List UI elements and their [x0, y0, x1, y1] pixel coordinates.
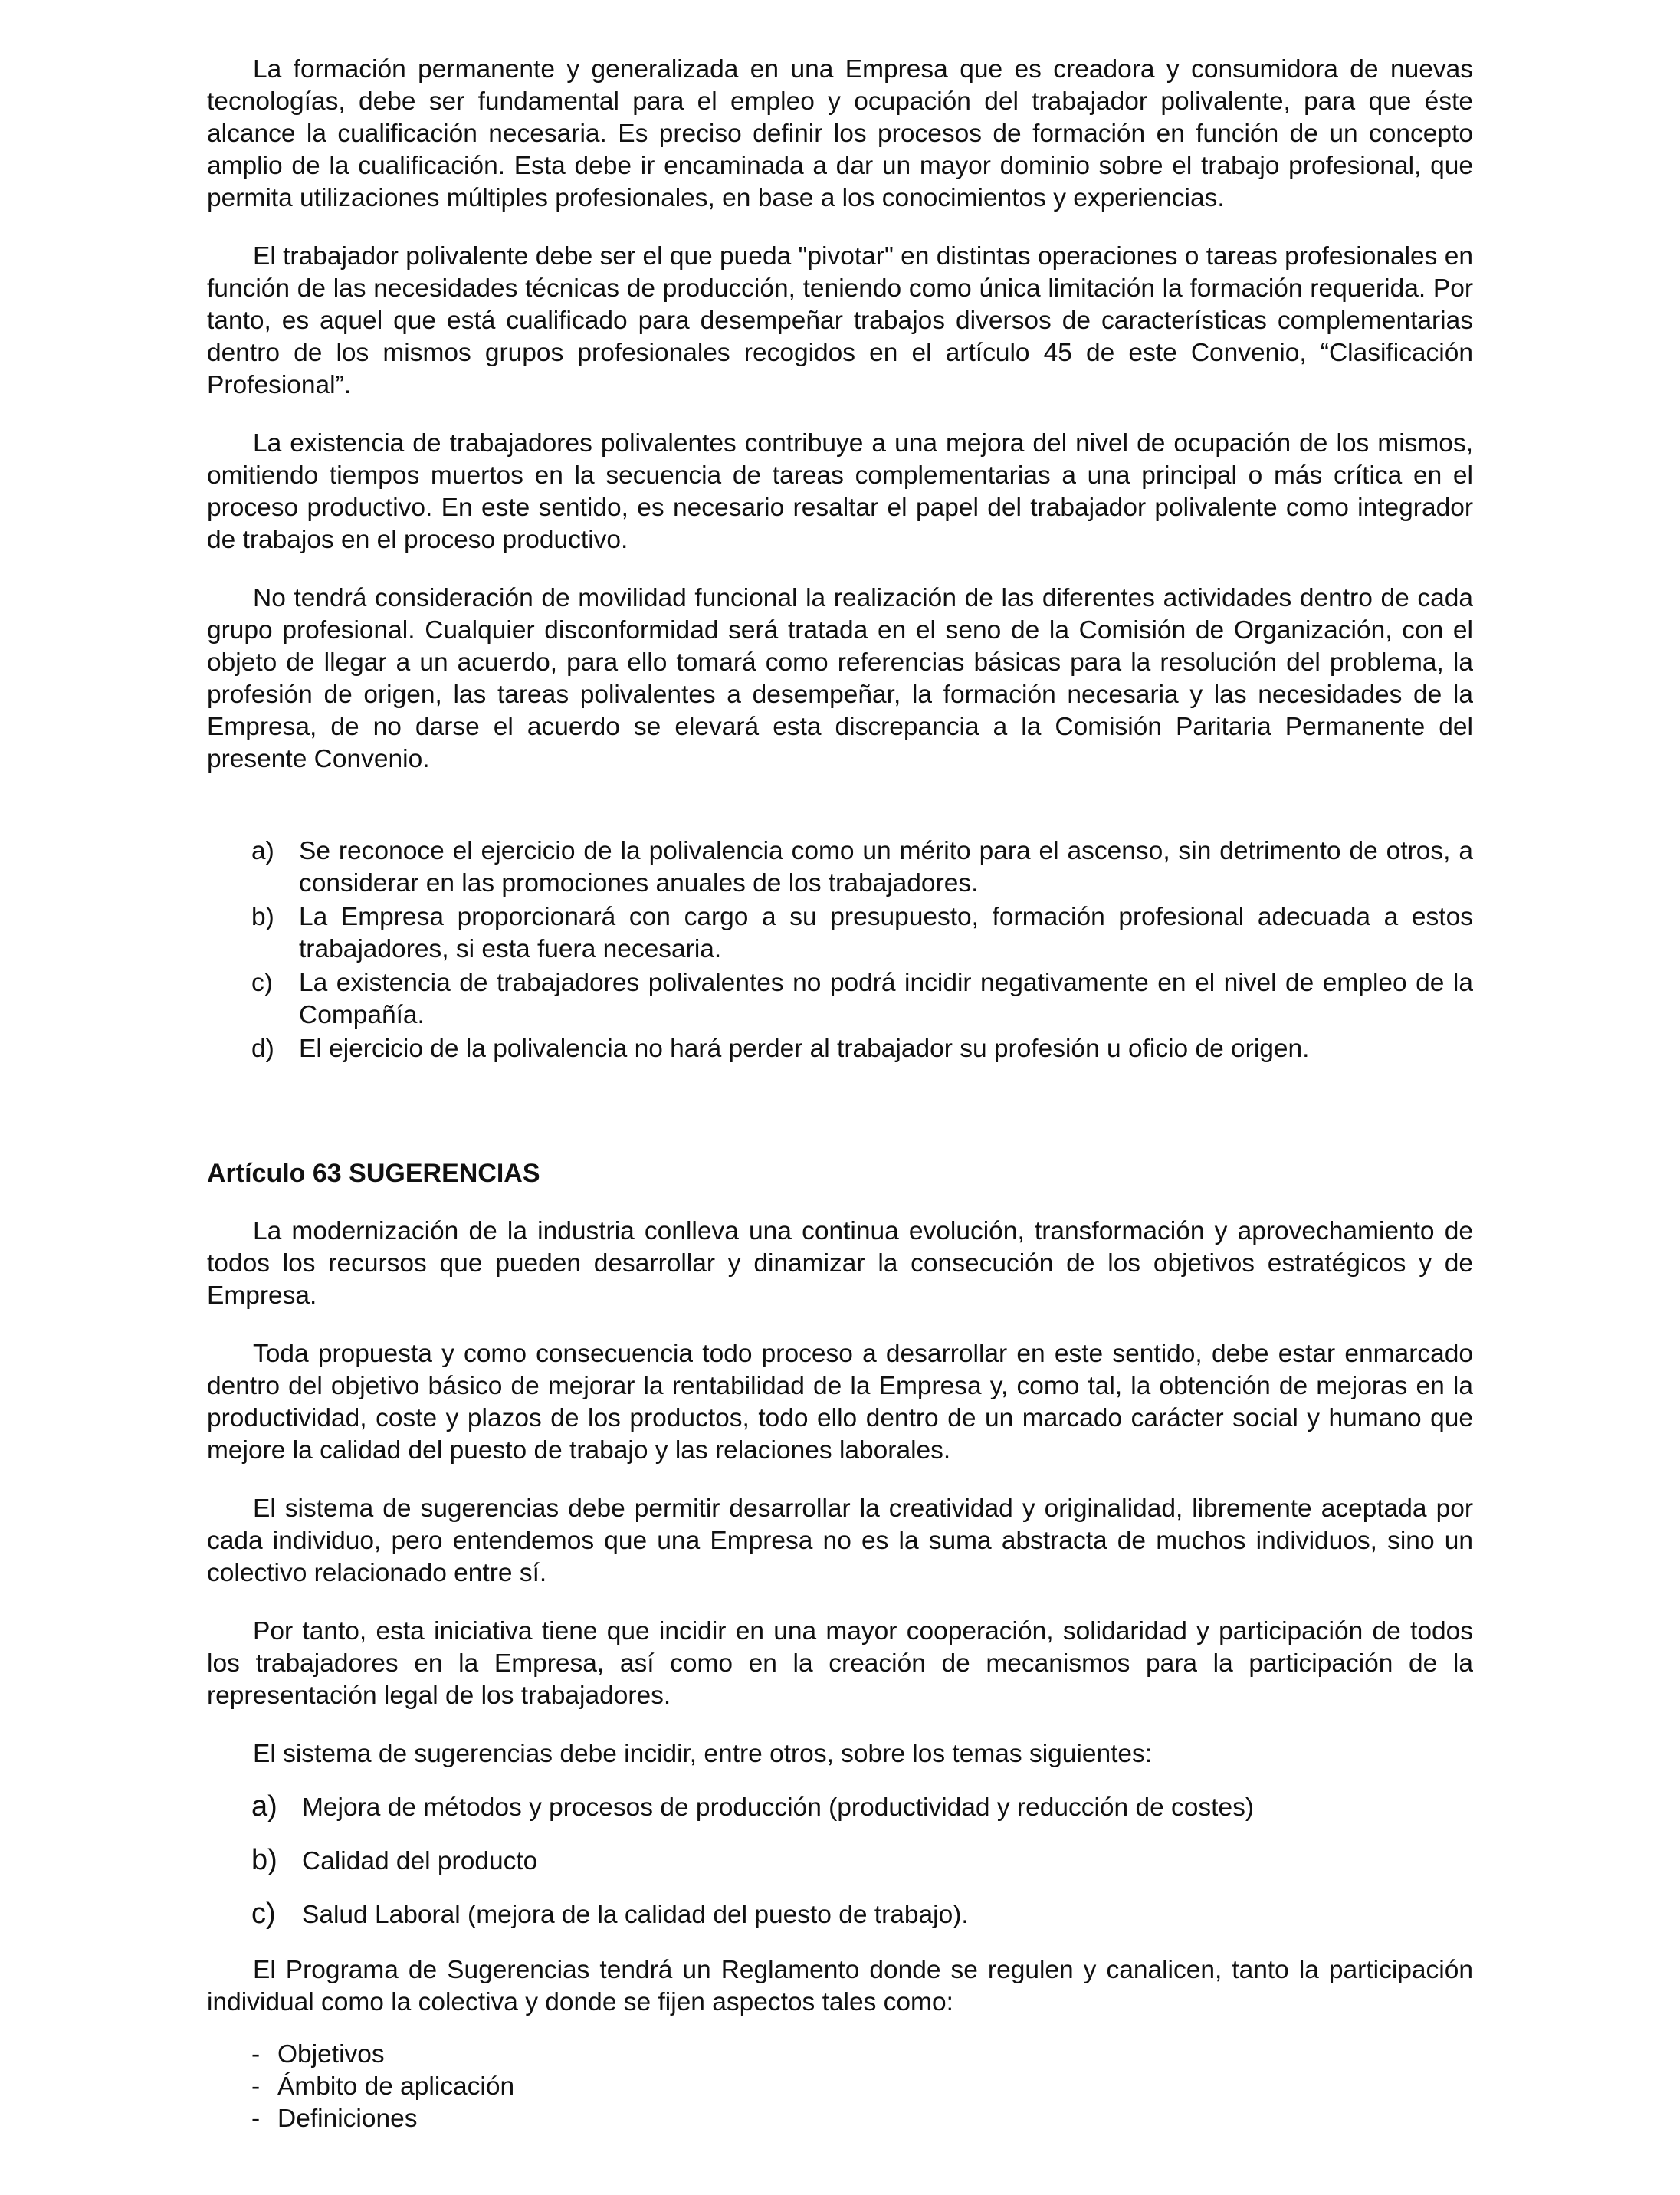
list-item	[207, 1792, 1473, 1824]
paragraph-programa-sugerencias: El Programa de Sugerencias tendrá un Reglamento donde se regulen y canalicen, tanto la participación individual como la colectiva y donde se fijen aspectos tales como:	[207, 1956, 1473, 2016]
polivalencia-list	[207, 835, 1473, 1065]
list-item-text: El ejercicio de la polivalencia no hará perder al trabajador su profesión u oficio de origen.	[299, 1035, 1310, 1063]
list-item	[207, 967, 1473, 1032]
list-marker: a)	[251, 837, 274, 865]
list-item-text: Definiciones	[277, 2105, 418, 2133]
list-item	[207, 2039, 1473, 2071]
paragraph-movilidad-funcional: No tendrá consideración de movilidad funcional la realización de las diferentes actividades dentro de cada grupo profesional. Cualquier disconformidad será tratada en el seno de la Comisión de Organización, con el objeto de llegar a un acuerdo, para ello tomará como referencias básicas para la resolución del problema, la profesión de origen, las tareas polivalentes a desempeñar, la formación necesaria y las necesidades de la Empresa, de no darse el acuerdo se elevará esta discrepancia a la Comisión Paritaria Permanente del presente Convenio.	[207, 584, 1473, 773]
topics-list	[207, 1792, 1473, 1931]
list-marker: -	[251, 2072, 261, 2101]
list-item	[207, 1033, 1473, 1065]
list-item	[207, 2103, 1473, 2135]
list-marker: d)	[251, 1035, 274, 1063]
paragraph-existencia-polivalentes: La existencia de trabajadores polivalentes contribuye a una mejora del nivel de ocupación de los mismos, omitiendo tiempos muertos en la secuencia de tareas complementarias a una principal o más crítica en el proceso productivo. En este sentido, es necesario resaltar el papel del trabajador polivalente como integrador de trabajos en el proceso productivo.	[207, 429, 1473, 554]
list-item-text: La Empresa proporcionará con cargo a su presupuesto, formación profesional adecuada a estos trabajadores, si esta fuera necesaria.	[299, 903, 1473, 963]
list-item	[207, 835, 1473, 900]
paragraph-cooperacion: Por tanto, esta iniciativa tiene que incidir en una mayor cooperación, solidaridad y participación de todos los trabajadores en la Empresa, así como en la creación de mecanismos para la participación de la representación legal de los trabajadores.	[207, 1617, 1473, 1710]
list-item-text: Salud Laboral (mejora de la calidad del puesto de trabajo).	[302, 1901, 969, 1929]
paragraph-formacion: La formación permanente y generalizada en una Empresa que es creadora y consumidora de nuevas tecnologías, debe ser fundamental para el empleo y ocupación del trabajador polivalente, para que éste alcance la cualificación necesaria. Es preciso definir los procesos de formación en función de un concepto amplio de la cualificación. Esta debe ir encaminada a dar un mayor dominio sobre el trabajo profesional, que permita utilizaciones múltiples profesionales, en base a los conocimientos y experiencias.	[207, 55, 1473, 212]
list-item	[207, 1899, 1473, 1931]
list-item-text: Ámbito de aplicación	[277, 2072, 515, 2101]
list-item	[207, 2071, 1473, 2103]
list-marker: a)	[251, 1790, 277, 1823]
list-item-text: Se reconoce el ejercicio de la polivalencia como un mérito para el ascenso, sin detrimento de otros, a considerar en las promociones anuales de los trabajadores.	[299, 837, 1473, 897]
list-marker: c)	[251, 1898, 276, 1930]
aspects-list	[207, 2039, 1473, 2135]
list-marker: -	[251, 2105, 261, 2133]
paragraph-propuesta: Toda propuesta y como consecuencia todo proceso a desarrollar en este sentido, debe estar enmarcado dentro del objetivo básico de mejorar la rentabilidad de la Empresa y, como tal, la obtención de mejoras en la productividad, coste y plazos de los productos, todo ello dentro de un marcado carácter social y humano que mejore la calidad del puesto de trabajo y las relaciones laborales.	[207, 1340, 1473, 1465]
list-item-text: Objetivos	[277, 2040, 385, 2069]
list-item	[207, 1846, 1473, 1878]
paragraph-sistema-creatividad: El sistema de sugerencias debe permitir desarrollar la creatividad y originalidad, libremente aceptada por cada individuo, pero entendemos que una Empresa no es la suma abstracta de muchos individuos, sino un colectivo relacionado entre sí.	[207, 1495, 1473, 1587]
list-marker: -	[251, 2040, 261, 2069]
paragraph-modernizacion: La modernización de la industria conlleva una continua evolución, transformación y aprovechamiento de todos los recursos que pueden desarrollar y dinamizar la consecución de los objetivos estratégicos y de Empresa.	[207, 1217, 1473, 1310]
list-item-text: Mejora de métodos y procesos de producción (productividad y reducción de costes)	[302, 1793, 1255, 1822]
article-63-heading: Artículo 63 SUGERENCIAS	[207, 1159, 540, 1188]
list-marker: b)	[251, 903, 274, 931]
list-marker: b)	[251, 1844, 277, 1876]
list-item-text: Calidad del producto	[302, 1847, 538, 1875]
paragraph-temas-intro: El sistema de sugerencias debe incidir, entre otros, sobre los temas siguientes:	[253, 1740, 1153, 1768]
list-marker: c)	[251, 969, 273, 997]
document-page	[207, 54, 1473, 2135]
list-item	[207, 901, 1473, 966]
list-item-text: La existencia de trabajadores polivalentes no podrá incidir negativamente en el nivel de empleo de la Compañía.	[299, 969, 1473, 1029]
paragraph-trabajador-polivalente: El trabajador polivalente debe ser el que pueda "pivotar" en distintas operaciones o tareas profesionales en función de las necesidades técnicas de producción, teniendo como única limitación la formación requerida. Por tanto, es aquel que está cualificado para desempeñar trabajos diversos de características complementarias dentro de los mismos grupos profesionales recogidos en el artículo 45 de este Convenio, “Clasificación Profesional”.	[207, 242, 1473, 399]
